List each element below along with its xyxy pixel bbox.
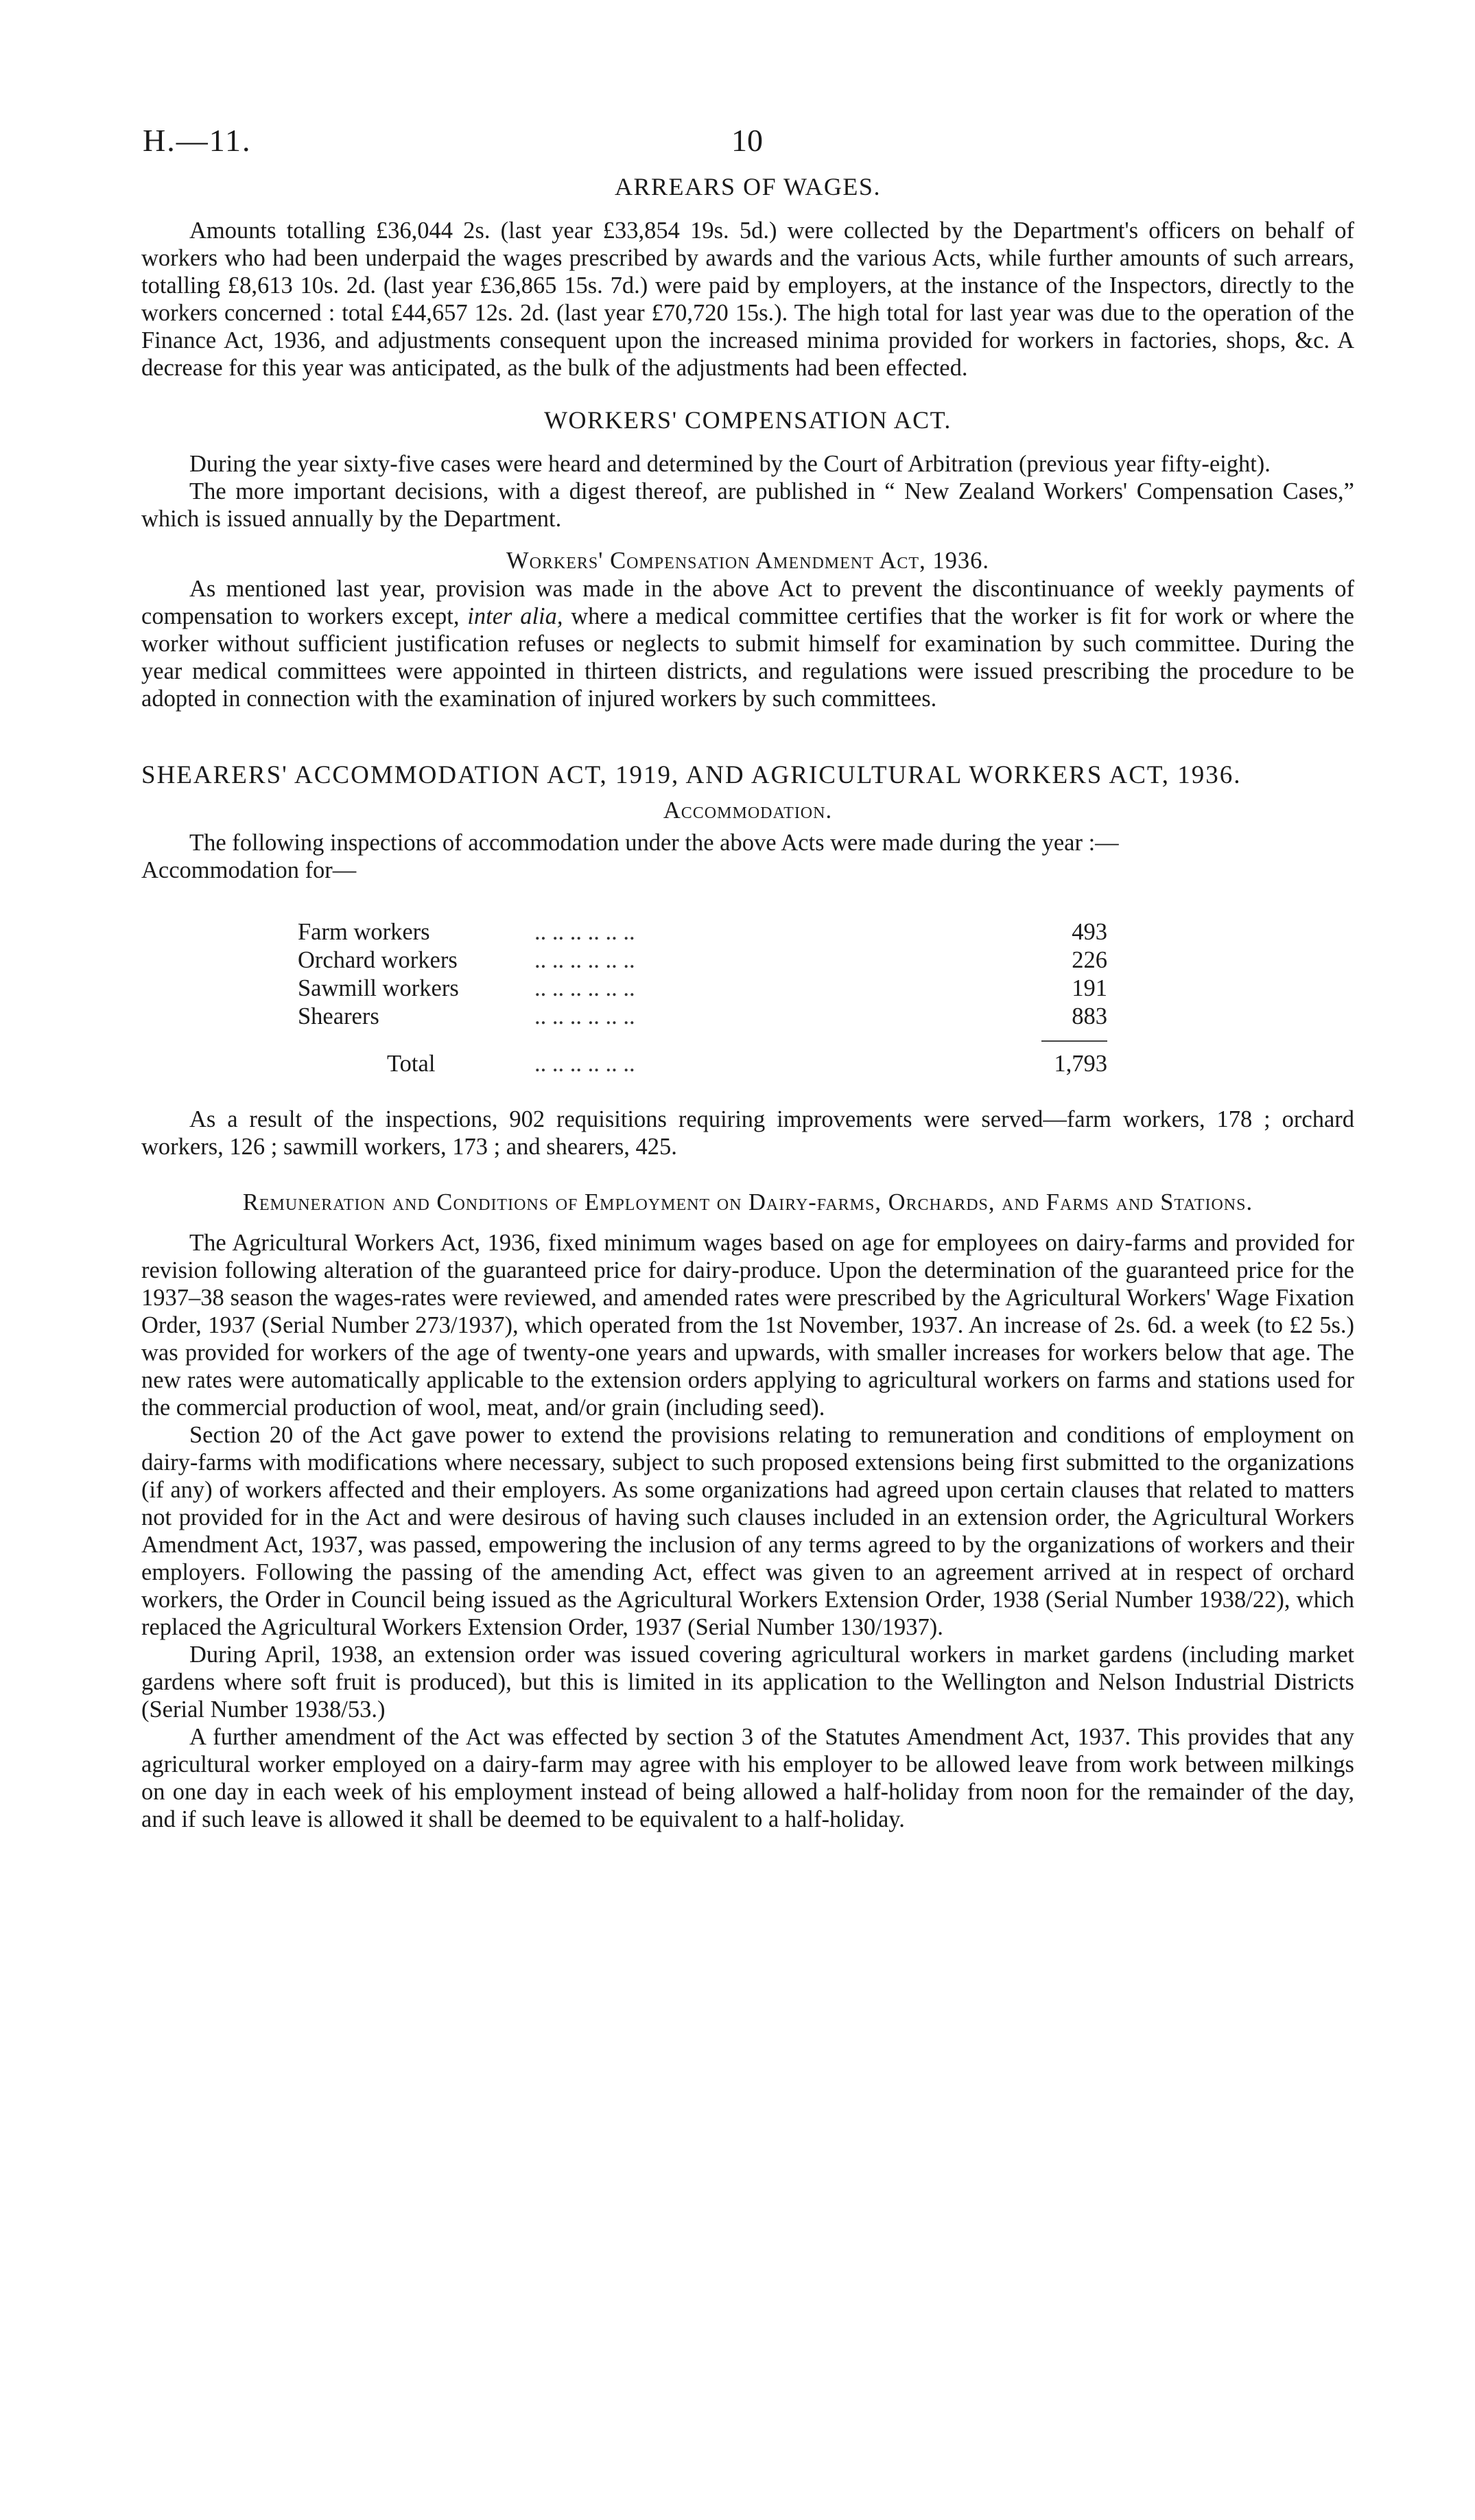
total-rule-row [298,1031,1107,1050]
paragraph [141,575,1354,712]
paragraph: Section 20 of the Act gave power to extend the provisions relating to remuneration and conditions of employment on dairy-farms with modifications where necessary, subject to such proposed extensions being first submitted to the organizations (if any) of workers affected and their employers. As some organizations had agreed upon certain clauses that related to matters not provided for in the Act and were desirous of having such clauses included in an extension order, the Agricultural Workers Amendment Act, 1937, was passed, empowering the inclusion of any terms agreed to by the organizations of workers and their employers. Following the passing of the amending Act, effect was given to an agreement arrived at in respect of orchard workers, the Order in Council being issued as the Agricultural Workers Extension Order, 1938 (Serial Number 1938/22), which replaced the Agricultural Workers Extension Order, 1937 (Serial Number 130/1937). [141,1422,1354,1640]
table-row [298,918,1107,946]
section-title: WORKERS' COMPENSATION ACT. [544,406,952,434]
paragraph-text: where a medical committee certifies that the worker is fit for work or where the worker without sufficient justification refuses or neglects to submit himself for examination by such committee. During the year medical committees were appointed in thirteen districts, and regulations were issued prescribing the procedure to be adopted in connection with the examination of injured workers by such committees. [141,603,1354,712]
leader-dots: .. .. .. .. .. .. [534,919,635,945]
leader-dots: .. .. .. .. .. .. [534,975,635,1001]
table-row [298,975,1107,1003]
page-number: 10 [731,123,763,158]
paragraph: The Agricultural Workers Act, 1936, fixed minimum wages based on age for employees on dairy-farms and provided for revision following alteration of the guaranteed price for dairy-produce. Upon the determination of the guaranteed price for the 1937–38 season the wages-rates were reviewed, and amended rates were prescribed by the Agricultural Workers' Wage Fixation Order, 1937 (Serial Number 273/1937), which operated from the 1st November, 1937. An increase of 2s. 6d. a week (to £2 5s.) was provided for workers of the age of twenty-one years and upwards, with smaller increases for workers below that age. The new rates were automatically applicable to the extension orders applying to agricultural workers on farms and stations used for the commercial production of wool, meat, and/or grain (including seed). [141,1230,1354,1421]
subsection-title: Workers' Compensation Amendment Act, 1936. [506,548,989,574]
section-title: ARREARS OF WAGES. [615,173,881,200]
table-row [298,946,1107,975]
table-row-total [298,1050,1107,1078]
section-workers-compensation [141,405,1354,712]
page-header [143,122,1332,163]
paragraph: Amounts totalling £36,044 2s. (last year £33,854 19s. 5d.) were collected by the Department's officers on behalf of workers who had been underpaid the wages prescribed by awards and the various Acts, while further amounts of such arrears, totalling £8,613 10s. 2d. (last year £36,865 15s. 7d.) were paid by employers, at the instance of the Inspectors, directly to the workers concerned : total £44,657 12s. 2d. (last year £70,720 15s.). The high total for last year was due to the operation of the Finance Act, 1936, and adjustments consequent upon the increased minima provided for workers in factories, shops, &c. A decrease for this year was anticipated, as the bulk of the adjustments had been effected. [141,218,1354,381]
paragraph: As a result of the inspections, 902 requisitions requiring improvements were served—farm workers, 178 ; orchard workers, 126 ; sawmill workers, 173 ; and shearers, 425. [141,1106,1354,1160]
subsection-title: Accommodation. [663,797,833,824]
paragraph: A further amendment of the Act was effected by section 3 of the Statutes Amendment Act, 1937. This provides that any agricultural worker employed on a dairy-farm may agree with his employer to be allowed leave from work between milkings on one day in each week of his employment instead of being allowed a half-holiday from noon for the remainder of the day, and if such leave is allowed it shall be deemed to be equivalent to a half-holiday. [141,1724,1354,1832]
row-value: 493 [1072,919,1107,945]
row-label: Sawmill workers [298,975,459,1001]
row-label: Shearers [298,1003,379,1029]
row-value: 191 [1072,975,1107,1001]
total-rule [1041,1040,1107,1042]
page-content [141,172,1354,1833]
row-label: Farm workers [298,919,430,945]
subsection-title: Remuneration and Conditions of Employment on Dairy-farms, Orchards, and Farms and Stations. [242,1189,1253,1215]
row-label: Orchard workers [298,947,458,973]
paragraph: During the year sixty-five cases were heard and determined by the Court of Arbitration (previous year fifty-eight). [189,451,1271,477]
paragraph-text: As mentioned last year, provision was made in the above Act to prevent the discontinuance of weekly payments of compensation to workers except, [141,576,1354,629]
inspections-table [298,918,1107,1078]
paragraph: Accommodation for— [141,857,357,883]
section-remuneration [141,1188,1354,1833]
paragraph: The more important decisions, with a digest thereof, are published in “ New Zealand Workers' Compensation Cases,” which is issued annually by the Department. [141,478,1354,532]
leader-dots: .. .. .. .. .. .. [534,1051,635,1077]
section-shearers-accommodation [141,760,1354,1160]
row-value: 883 [1072,1003,1107,1029]
latin-phrase: inter alia, [467,603,563,629]
section-title: SHEARERS' ACCOMMODATION ACT, 1919, AND AGRICULTURAL WORKERS ACT, 1936. [141,761,1242,789]
paragraph: The following inspections of accommodation under the above Acts were made during the year :— [189,830,1119,856]
leader-dots: .. .. .. .. .. .. [534,947,635,973]
total-value: 1,793 [1054,1051,1107,1077]
paragraph: During April, 1938, an extension order was issued covering agricultural workers in market gardens (including market gardens where soft fruit is produced), but this is limited in its application to the Wellington and Nelson Industrial Districts (Serial Number 1938/53.) [141,1642,1354,1723]
total-label: Total [387,1051,436,1077]
document-code: H.—11. [143,123,252,158]
table-row [298,1003,1107,1031]
leader-dots: .. .. .. .. .. .. [534,1003,635,1029]
row-value: 226 [1072,947,1107,973]
section-arrears-of-wages [141,172,1354,382]
